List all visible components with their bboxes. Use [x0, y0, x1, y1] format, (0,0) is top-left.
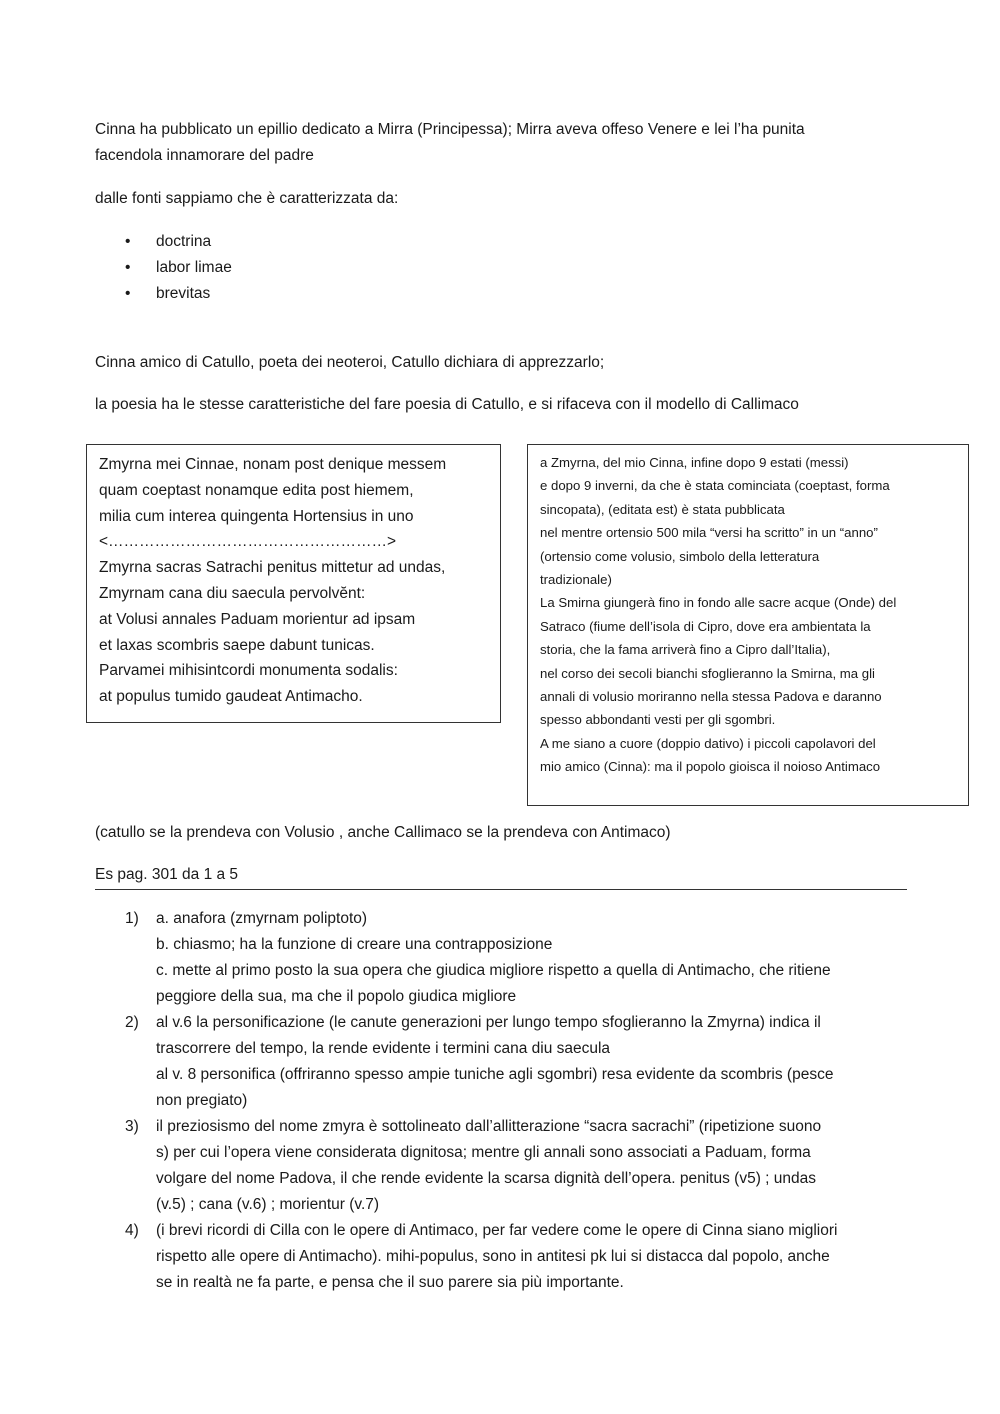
translation-line: e dopo 9 inverni, da che è stata cominciata (coeptast, forma [540, 478, 890, 494]
latin-verse: Zmyrna mei Cinnae, nonam post denique messem [99, 456, 447, 473]
answer-item [125, 1010, 915, 1114]
translation-line: (ortensio come volusio, simbolo della letteratura [540, 548, 820, 564]
answer-line: trascorrere del tempo, la rende evidente i termini cana diu saecula [156, 1040, 611, 1057]
divider [95, 889, 907, 890]
answer-line: il preziosismo del nome zmyra è sottolineato dall’allitterazione “sacra sacrachi” (ripetizione suono [156, 1118, 822, 1135]
latin-verse: at populus tumido gaudeat Antimacho. [99, 688, 363, 706]
answer-line: al v. 8 personifica (offriranno spesso ampie tuniche agli sgombri) resa evidente da scombris (pesce [156, 1066, 834, 1083]
latin-verse: at Volusi annales Paduam morientur ad ipsam [99, 610, 416, 628]
answer-item [125, 906, 915, 1010]
translation-line: nel corso dei secoli bianchi sfoglieranno la Smirna, ma gli [540, 665, 875, 681]
latin-text-box [86, 444, 501, 723]
latin-verse: Parvamei mihisintcordi monumenta sodalis: [99, 662, 398, 680]
answer-number: 1) [125, 910, 139, 927]
poetry-paragraph: la poesia ha le stesse caratteristiche del fare poesia di Catullo, e si rifaceva con il modello di Callimaco [95, 396, 799, 413]
translation-line: tradizionale) [540, 572, 612, 588]
list-item: • brevitas [120, 281, 232, 307]
answer-line: a. anafora (zmyrnam poliptoto) [156, 910, 368, 927]
answer-number: 2) [125, 1014, 139, 1031]
catullo-note: (catullo se la prendeva con Volusio , anche Callimaco se la prendeva con Antimaco) [95, 824, 671, 841]
sources-paragraph: dalle fonti sappiamo che è caratterizzata da: [95, 190, 399, 207]
answer-line: se in realtà ne fa parte, e pensa che il suo parere sia più importante. [156, 1274, 624, 1291]
answer-line: c. mette al primo posto la sua opera che giudica migliore rispetto a quella di Antimacho, che ritiene [156, 962, 831, 979]
answer-line: non pregiato) [156, 1092, 248, 1109]
translation-line: A me siano a cuore (doppio dativo) i piccoli capolavori del [540, 735, 876, 751]
latin-verse: quam coeptast nonamque edita post hiemem, [99, 481, 414, 499]
answer-line: al v.6 la personificazione (le canute generazioni per lungo tempo sfoglieranno la Zmyrna) indica il [156, 1014, 821, 1031]
latin-verse: milia cum interea quingenta Hortensius in uno [99, 507, 414, 525]
cinna-friend-paragraph: Cinna amico di Catullo, poeta dei neoteroi, Catullo dichiara di apprezzarlo; [95, 354, 605, 371]
latin-verse: et laxas scombris saepe dabunt tunicas. [99, 636, 375, 654]
translation-line: sincopata), (editata est) è stata pubblicata [540, 501, 785, 517]
answers-list [125, 906, 915, 1296]
translation-line: Satraco (fiume dell’isola di Cipro, dove era ambientata la [540, 618, 871, 634]
translation-line: nel mentre ortensio 500 mila “versi ha scritto” in un “anno” [540, 525, 878, 541]
answer-line: volgare del nome Padova, il che rende evidente la scarsa dignità dell’opera. penitus (v5) ; undas [156, 1170, 817, 1187]
latin-verse: Zmyrnam cana diu saecula pervolvĕnt: [99, 584, 366, 602]
answer-line: (i brevi ricordi di Cilla con le opere di Antimaco, per far vedere come le opere di Cinna siano migliori [156, 1222, 838, 1239]
translation-line: storia, che la fama arriverà fino a Cipro dall’Italia), [540, 642, 831, 658]
answer-item [125, 1114, 915, 1218]
intro-line: facendola innamorare del padre [95, 147, 314, 164]
latin-verse: <………………………………………………> [99, 533, 397, 551]
answer-line: b. chiasmo; ha la funzione di creare una contrapposizione [156, 936, 553, 953]
answer-line: s) per cui l’opera viene considerata dignitosa; mentre gli annali sono associati a Paduam, forma [156, 1144, 811, 1161]
list-item: • labor limae [120, 255, 232, 281]
answer-number: 3) [125, 1118, 139, 1135]
exercise-heading: Es pag. 301 da 1 a 5 [95, 866, 239, 883]
translation-line: spesso abbondanti vesti per gli sgombri. [540, 712, 776, 728]
list-item: • doctrina [120, 229, 232, 255]
answer-number: 4) [125, 1222, 139, 1239]
intro-line: Cinna ha pubblicato un epillio dedicato a Mirra (Principessa); Mirra aveva offeso Venere e lei l’ha punita [95, 121, 805, 138]
answer-item [125, 1218, 915, 1296]
translation-line: annali di volusio moriranno nella stessa Padova e daranno [540, 689, 882, 705]
latin-verse: Zmyrna sacras Satrachi penitus mittetur ad undas, [99, 559, 446, 577]
translation-line: La Smirna giungerà fino in fondo alle sacre acque (Onde) del [540, 595, 897, 611]
translation-line: mio amico (Cinna): ma il popolo gioisca il noioso Antimaco [540, 759, 881, 775]
translation-box [527, 444, 969, 806]
answer-line: (v.5) ; cana (v.6) ; morientur (v.7) [156, 1196, 380, 1213]
translation-line: a Zmyrna, del mio Cinna, infine dopo 9 estati (messi) [540, 455, 849, 470]
intro-paragraph [95, 117, 895, 169]
answer-line: peggiore della sua, ma che il popolo giudica migliore [156, 988, 517, 1005]
characteristics-list [120, 229, 232, 307]
answer-line: rispetto alle opere di Antimacho). mihi-populus, sono in antitesi pk lui si distacca dal popolo, anche [156, 1248, 830, 1265]
